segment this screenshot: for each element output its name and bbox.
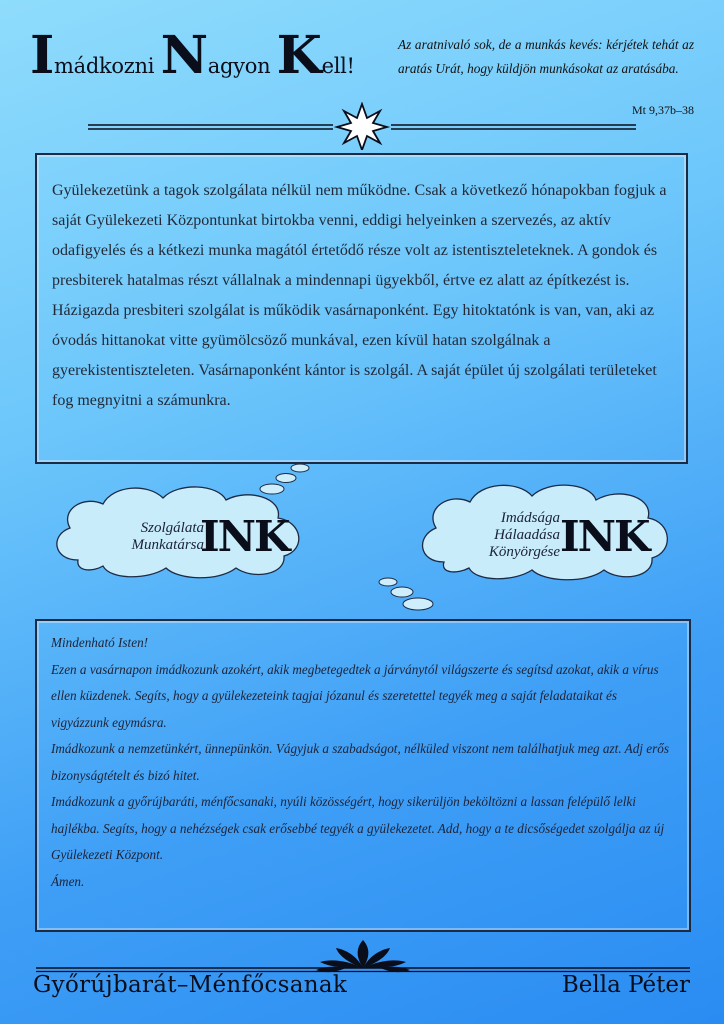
prayer-box	[35, 619, 691, 932]
cloud-left-labels: Szolgálata Munkatársa	[131, 520, 204, 553]
page-title: Imádkozni Nagyon Kell!	[30, 25, 355, 86]
prayer-text	[51, 630, 677, 895]
cloud-left	[48, 480, 308, 580]
cloud-right-ink: INK	[560, 512, 649, 561]
cloud-right-labels: Imádsága Hálaadása Könyörgése	[488, 510, 560, 560]
star-divider	[88, 102, 636, 150]
prayer-line: Imádkozunk a győrújbaráti, ménfőcsanaki, nyúli közösségért, hogy sikerüljön beköltözni a lassan felépülő lelki hajlékba. Segíts, hogy a nehézségek csak erősebbé tegyék a gyülekezetet. Add, hogy a te dicsőségedet szolgálja az új Gyülekezeti Központ.	[51, 794, 665, 862]
intro-text: Gyülekezetünk a tagok szolgálata nélkül nem működne. Csak a következő hónapokban fogjuk a saját Gyülekezeti Központunkat birtokba venni, eddigi helyeinken a szervezés, az aktív odafigyelés és a kétkezi munka magától értetődő része volt az istentiszteleteknek. A gondok és presbiterek hatalmas részt vállalnak a mindennapi ügyekből, értve ez alatt az építkezést is. Házigazda presbiteri szolgálat is működik vasárnaponként. Egy hitoktatónk is van, van, aki az óvodás hittanokat vitte gyümölcsöző munkával, ezen kívül hatan szolgálnak a gyerekistentiszteleten. Vasárnaponként kántor is szolgál. A saját épület új szolgálati területeket fog megnyitni a számunkra.	[52, 182, 667, 409]
cloud-left-ink: INK	[200, 512, 289, 561]
intro-box	[35, 153, 688, 464]
footer-place: Győrújbarát–Ménfőcsanak	[33, 972, 348, 998]
footer-author: Bella Péter	[561, 972, 690, 998]
prayer-line: Imádkozunk a nemzetünkért, ünnepünkön. Vágyjuk a szabadságot, nélküled viszont nem találhatjuk meg azt. Adj erős bizonyságtételt és bizó hitet.	[51, 741, 670, 783]
cloud-right	[414, 478, 676, 582]
bible-quote: Az aratnivaló sok, de a munkás kevés: kérjétek tehát az aratás Urát, hogy küldjön munkásokat az aratásába.	[398, 37, 694, 76]
bible-reference: Mt 9,37b–38	[631, 103, 694, 117]
leaf-ornament-icon	[316, 940, 410, 972]
prayer-line: Ámen.	[51, 873, 85, 889]
prayer-line: Ezen a vasárnapon imádkozunk azokért, akik megbetegedtek a járványtól világszerte és segítsd azokat, akik a vírus ellen küzdenek. Segíts, hogy a gyülekezeteink tagjai józanul és szeretettel tegyék meg a saját feladataikat és vigyázzunk egymásra.	[51, 661, 659, 730]
prayer-line: Mindenható Isten!	[51, 635, 149, 650]
star-icon	[337, 104, 387, 150]
